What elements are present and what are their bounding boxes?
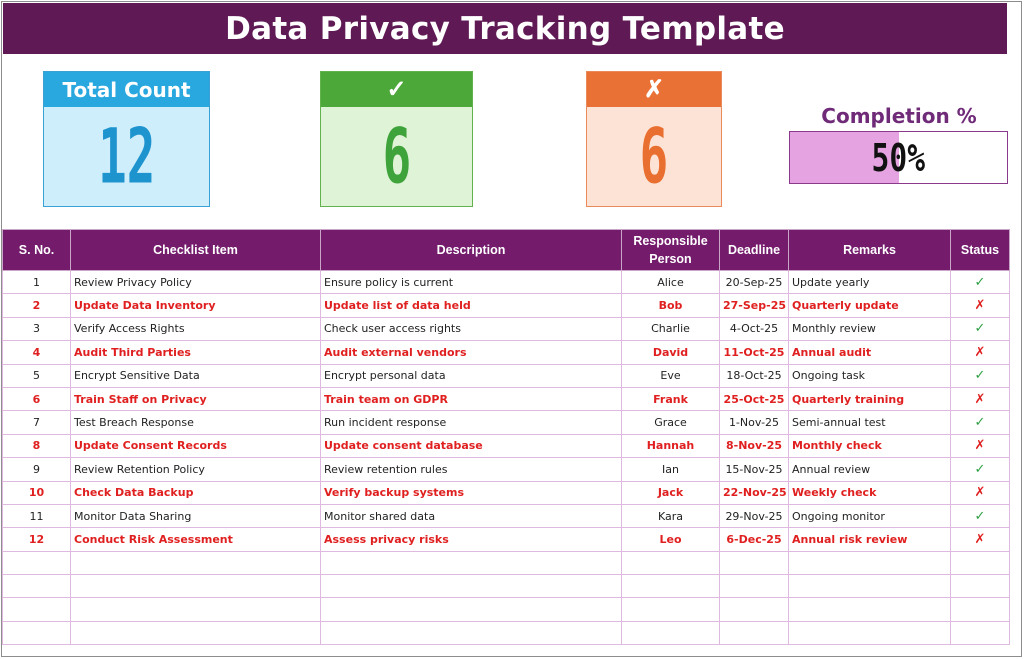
cell-sno[interactable]: 8 <box>3 434 71 457</box>
cell-status[interactable]: ✓ <box>951 411 1010 434</box>
table-row <box>3 294 1010 317</box>
cell-description[interactable]: Check user access rights <box>321 317 622 340</box>
cell-responsible-person[interactable]: Eve <box>622 364 720 387</box>
cell-responsible-person[interactable]: Hannah <box>622 434 720 457</box>
empty-cell[interactable] <box>3 598 71 621</box>
table-row <box>3 387 1010 410</box>
empty-table-row <box>3 598 1010 621</box>
cell-checklist-item[interactable]: Update Consent Records <box>71 434 321 457</box>
title-banner <box>3 3 1007 54</box>
cell-sno[interactable]: 9 <box>3 458 71 481</box>
cell-remarks[interactable]: Semi-annual test <box>789 411 951 434</box>
pending-count-value: 6 <box>639 112 669 201</box>
cell-checklist-item[interactable]: Review Privacy Policy <box>71 271 321 294</box>
empty-table-row <box>3 621 1010 644</box>
cell-sno[interactable]: 1 <box>3 271 71 294</box>
cell-responsible-person[interactable]: Alice <box>622 271 720 294</box>
check-mark-icon: ✓ <box>321 72 472 107</box>
completion-label: Completion % <box>821 104 977 128</box>
table-row <box>3 458 1010 481</box>
empty-cell[interactable] <box>71 575 321 598</box>
cell-sno[interactable]: 7 <box>3 411 71 434</box>
cell-remarks[interactable]: Annual review <box>789 458 951 481</box>
cell-description[interactable]: Run incident response <box>321 411 622 434</box>
header-status[interactable]: Status <box>951 230 1010 271</box>
table-row <box>3 434 1010 457</box>
cell-deadline[interactable]: 29-Nov-25 <box>720 504 789 527</box>
pending-count-value-box <box>587 107 721 206</box>
cell-checklist-item[interactable]: Audit Third Parties <box>71 341 321 364</box>
cell-checklist-item[interactable]: Check Data Backup <box>71 481 321 504</box>
completed-count-value: 6 <box>382 112 411 201</box>
cell-status[interactable]: ✗ <box>951 481 1010 504</box>
cell-description[interactable]: Verify backup systems <box>321 481 622 504</box>
empty-cell[interactable] <box>951 575 1010 598</box>
cell-checklist-item[interactable]: Encrypt Sensitive Data <box>71 364 321 387</box>
empty-cell[interactable] <box>622 598 720 621</box>
cell-deadline[interactable]: 25-Oct-25 <box>720 387 789 410</box>
cell-description[interactable]: Audit external vendors <box>321 341 622 364</box>
cell-responsible-person[interactable]: Leo <box>622 528 720 551</box>
cell-remarks[interactable]: Ongoing task <box>789 364 951 387</box>
table-body <box>3 271 1010 645</box>
empty-cell[interactable] <box>321 621 622 644</box>
empty-cell[interactable] <box>622 621 720 644</box>
empty-cell[interactable] <box>951 551 1010 574</box>
cell-sno[interactable]: 4 <box>3 341 71 364</box>
page-title: Data Privacy Tracking Template <box>225 10 785 47</box>
cell-status[interactable]: ✓ <box>951 317 1010 340</box>
cell-deadline[interactable]: 11-Oct-25 <box>720 341 789 364</box>
completed-count-value-box <box>321 107 472 206</box>
table-row <box>3 528 1010 551</box>
empty-cell[interactable] <box>789 551 951 574</box>
cell-description[interactable]: Review retention rules <box>321 458 622 481</box>
empty-cell[interactable] <box>720 598 789 621</box>
empty-cell[interactable] <box>720 551 789 574</box>
cell-remarks[interactable]: Annual risk review <box>789 528 951 551</box>
empty-cell[interactable] <box>3 551 71 574</box>
cell-description[interactable]: Encrypt personal data <box>321 364 622 387</box>
cell-description[interactable]: Update list of data held <box>321 294 622 317</box>
cell-remarks[interactable]: Ongoing monitor <box>789 504 951 527</box>
header-description[interactable]: Description <box>321 230 622 271</box>
total-count-card <box>43 71 210 207</box>
empty-cell[interactable] <box>71 551 321 574</box>
cell-deadline[interactable]: 27-Sep-25 <box>720 294 789 317</box>
table-row <box>3 364 1010 387</box>
empty-cell[interactable] <box>321 551 622 574</box>
cell-checklist-item[interactable]: Review Retention Policy <box>71 458 321 481</box>
header-deadline[interactable]: Deadline <box>720 230 789 271</box>
empty-table-row <box>3 575 1010 598</box>
cell-deadline[interactable]: 1-Nov-25 <box>720 411 789 434</box>
header-sno[interactable]: S. No. <box>3 230 71 271</box>
empty-cell[interactable] <box>622 575 720 598</box>
cell-responsible-person[interactable]: Grace <box>622 411 720 434</box>
cell-description[interactable]: Monitor shared data <box>321 504 622 527</box>
cell-sno[interactable]: 6 <box>3 387 71 410</box>
table-header-row <box>3 230 1010 271</box>
cell-deadline[interactable]: 20-Sep-25 <box>720 271 789 294</box>
cell-status[interactable]: ✗ <box>951 528 1010 551</box>
cell-remarks[interactable]: Update yearly <box>789 271 951 294</box>
cell-deadline[interactable]: 4-Oct-25 <box>720 317 789 340</box>
table-row <box>3 504 1010 527</box>
total-count-value: 12 <box>97 112 156 201</box>
empty-cell[interactable] <box>951 598 1010 621</box>
empty-cell[interactable] <box>720 621 789 644</box>
cell-deadline[interactable]: 18-Oct-25 <box>720 364 789 387</box>
cell-responsible-person[interactable]: Ian <box>622 458 720 481</box>
table-row <box>3 271 1010 294</box>
cell-remarks[interactable]: Monthly review <box>789 317 951 340</box>
empty-cell[interactable] <box>789 621 951 644</box>
cell-remarks[interactable]: Annual audit <box>789 341 951 364</box>
cell-deadline[interactable]: 6-Dec-25 <box>720 528 789 551</box>
cell-responsible-person[interactable]: Bob <box>622 294 720 317</box>
cross-mark-icon: ✗ <box>587 72 721 107</box>
cell-status[interactable]: ✓ <box>951 271 1010 294</box>
cell-sno[interactable]: 3 <box>3 317 71 340</box>
empty-cell[interactable] <box>71 598 321 621</box>
cell-description[interactable]: Ensure policy is current <box>321 271 622 294</box>
cell-remarks[interactable]: Quarterly training <box>789 387 951 410</box>
empty-table-row <box>3 551 1010 574</box>
cell-status[interactable]: ✗ <box>951 434 1010 457</box>
empty-cell[interactable] <box>321 575 622 598</box>
cell-checklist-item[interactable]: Train Staff on Privacy <box>71 387 321 410</box>
cell-status[interactable]: ✓ <box>951 458 1010 481</box>
completion-value-box <box>790 132 1007 183</box>
header-remarks[interactable]: Remarks <box>789 230 951 271</box>
cell-sno[interactable]: 2 <box>3 294 71 317</box>
cell-sno[interactable]: 11 <box>3 504 71 527</box>
cell-description[interactable]: Train team on GDPR <box>321 387 622 410</box>
empty-cell[interactable] <box>3 621 71 644</box>
cell-deadline[interactable]: 22-Nov-25 <box>720 481 789 504</box>
cell-checklist-item[interactable]: Verify Access Rights <box>71 317 321 340</box>
cell-remarks[interactable]: Monthly check <box>789 434 951 457</box>
completion-value: 50% <box>871 135 926 180</box>
header-checklist-item[interactable]: Checklist Item <box>71 230 321 271</box>
cell-description[interactable]: Update consent database <box>321 434 622 457</box>
empty-cell[interactable] <box>720 575 789 598</box>
cell-status[interactable]: ✓ <box>951 364 1010 387</box>
cell-deadline[interactable]: 15-Nov-25 <box>720 458 789 481</box>
cell-responsible-person[interactable]: David <box>622 341 720 364</box>
cell-sno[interactable]: 12 <box>3 528 71 551</box>
cell-remarks[interactable]: Weekly check <box>789 481 951 504</box>
empty-cell[interactable] <box>71 621 321 644</box>
empty-cell[interactable] <box>321 598 622 621</box>
checklist-table <box>2 229 1010 645</box>
empty-cell[interactable] <box>3 575 71 598</box>
total-count-value-box <box>44 107 209 206</box>
cell-status[interactable]: ✗ <box>951 387 1010 410</box>
total-count-label: Total Count <box>44 72 209 107</box>
cell-status[interactable]: ✗ <box>951 341 1010 364</box>
empty-cell[interactable] <box>789 575 951 598</box>
cell-checklist-item[interactable]: Test Breach Response <box>71 411 321 434</box>
header-responsible-person[interactable]: Responsible Person <box>622 230 720 271</box>
completion-progress-bar <box>789 131 1008 184</box>
pending-count-card <box>586 71 722 207</box>
cell-checklist-item[interactable]: Conduct Risk Assessment <box>71 528 321 551</box>
cell-responsible-person[interactable]: Kara <box>622 504 720 527</box>
cell-checklist-item[interactable]: Update Data Inventory <box>71 294 321 317</box>
cell-responsible-person[interactable]: Frank <box>622 387 720 410</box>
empty-cell[interactable] <box>789 598 951 621</box>
cell-sno[interactable]: 5 <box>3 364 71 387</box>
table-row <box>3 481 1010 504</box>
table-row <box>3 341 1010 364</box>
cell-deadline[interactable]: 8-Nov-25 <box>720 434 789 457</box>
cell-responsible-person[interactable]: Charlie <box>622 317 720 340</box>
cell-description[interactable]: Assess privacy risks <box>321 528 622 551</box>
table-row <box>3 317 1010 340</box>
cell-responsible-person[interactable]: Jack <box>622 481 720 504</box>
empty-cell[interactable] <box>622 551 720 574</box>
table-row <box>3 411 1010 434</box>
cell-sno[interactable]: 10 <box>3 481 71 504</box>
cell-status[interactable]: ✗ <box>951 294 1010 317</box>
cell-checklist-item[interactable]: Monitor Data Sharing <box>71 504 321 527</box>
completed-count-card <box>320 71 473 207</box>
empty-cell[interactable] <box>951 621 1010 644</box>
cell-status[interactable]: ✓ <box>951 504 1010 527</box>
cell-remarks[interactable]: Quarterly update <box>789 294 951 317</box>
